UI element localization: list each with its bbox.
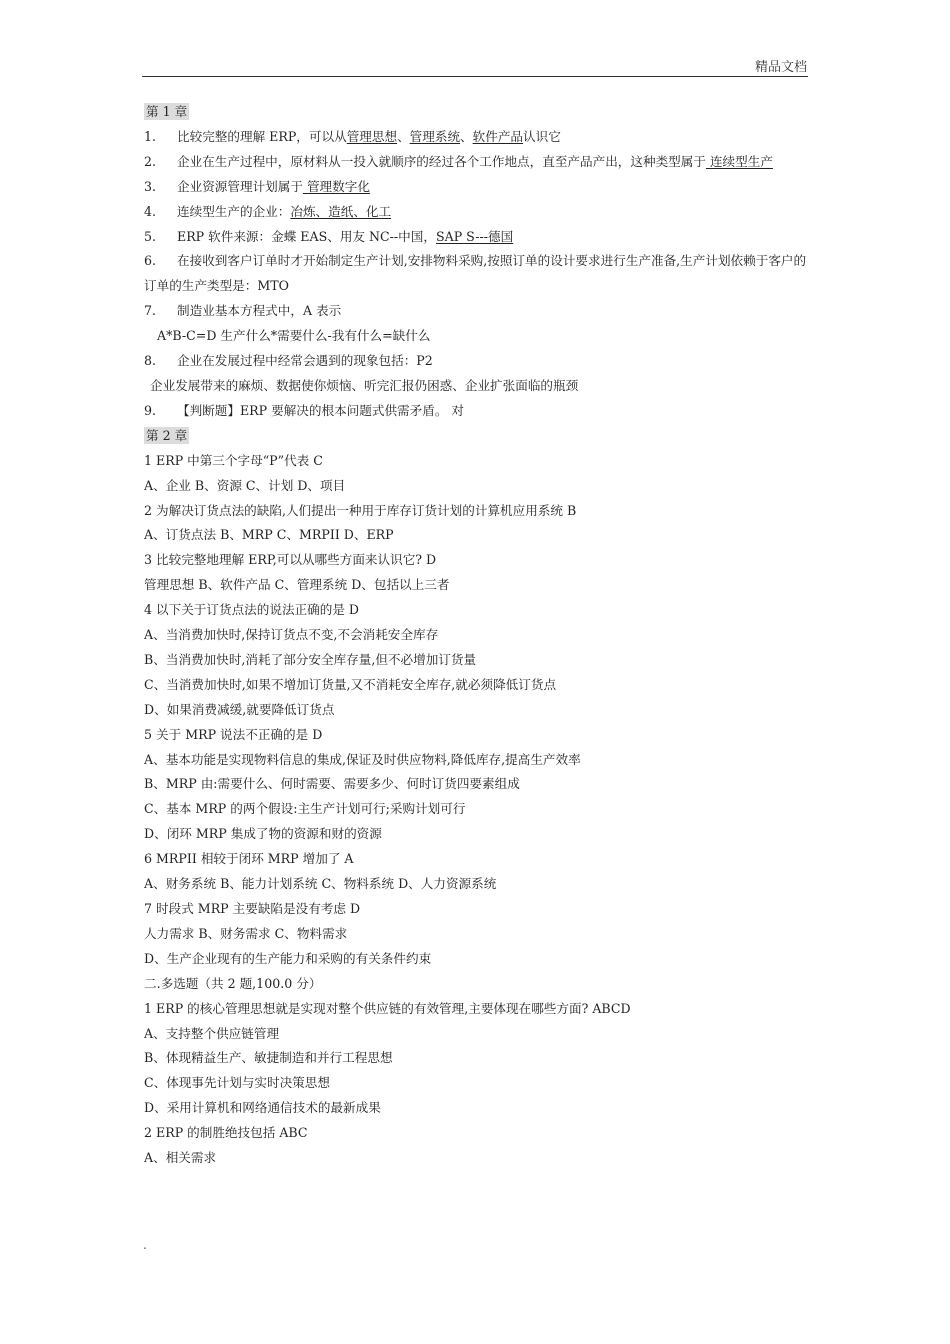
- document-body: [144, 100, 808, 1171]
- header-rule: [142, 76, 808, 77]
- ch2-line: 2 为解决订货点法的缺陷,人们提出一种用于库存订货计划的计算机应用系统 B: [144, 502, 577, 518]
- ch2-line: 3 比较完整地理解 ERP,可以从哪些方面来认识它? D: [144, 552, 437, 568]
- ch2-line: 人力需求 B、财务需求 C、物料需求: [144, 925, 348, 941]
- ch1-item-2: 2. 企业在生产过程中，原材料从一投入就顺序的经过各个工作地点，直至产品产出，这种类型属于 连续型生产: [144, 153, 773, 169]
- header-label: 精品文档: [754, 60, 807, 75]
- ch2-line: A、当消费加快时,保持订货点不变,不会消耗安全库存: [144, 627, 439, 643]
- ch2-line: D、采用计算机和网络通信技术的最新成果: [144, 1100, 381, 1116]
- ch2-line: A、订货点法 B、MRP C、MRPII D、ERP: [144, 527, 394, 543]
- ch2-line: A、相关需求: [144, 1150, 217, 1166]
- ch2-line: C、当消费加快时,如果不增加订货量,又不消耗安全库存,就必须降低订货点: [144, 676, 557, 692]
- ch1-item-5: 5. ERP 软件来源：金蝶 EAS、用友 NC--中国，SAP S---德国: [144, 228, 514, 244]
- ch2-line: 2 ERP 的制胜绝技包括 ABC: [144, 1125, 308, 1141]
- ch2-line: A、基本功能是实现物料信息的集成,保证及时供应物料,降低库存,提高生产效率: [144, 751, 581, 767]
- ch2-line: B、当消费加快时,消耗了部分安全库存量,但不必增加订货量: [144, 651, 477, 667]
- ch2-line: B、体现精益生产、敏捷制造和并行工程思想: [144, 1050, 393, 1066]
- ch1-item-3: 3. 企业资源管理计划属于 管理数字化: [144, 178, 370, 194]
- ch2-line: 7 时段式 MRP 主要缺陷是没有考虑 D: [144, 901, 361, 916]
- ch2-line: A、支持整个供应链管理: [144, 1025, 280, 1041]
- ch2-line: 管理思想 B、软件产品 C、管理系统 D、包括以上三者: [144, 577, 450, 593]
- ch2-line: 1 ERP 中第三个字母“P”代表 C: [144, 452, 323, 468]
- ch2-line: 6 MRPII 相较于闭环 MRP 增加了 A: [144, 851, 354, 867]
- ch2-line: 二.多选题（共 2 题,100.0 分）: [144, 975, 322, 991]
- footer-mark: .: [143, 1238, 147, 1252]
- ch2-line: C、体现事先计划与实时决策思想: [144, 1075, 330, 1091]
- ch2-line: D、生产企业现有的生产能力和采购的有关条件约束: [144, 950, 432, 966]
- ch1-item-7: 7. 制造业基本方程式中，A 表示: [144, 303, 342, 319]
- ch2-line: D、如果消费减缓,就要降低订货点: [144, 701, 335, 717]
- ch1-item-1: 1. 比较完整的理解 ERP，可以从管理思想、管理系统、软件产品认识它: [144, 128, 561, 144]
- chapter-2-heading: 第 2 章: [146, 427, 188, 443]
- ch1-item-9: 9. 【判断题】ERP 要解决的根本问题式供需矛盾。 对: [144, 402, 465, 418]
- ch1-item-8: 8. 企业在发展过程中经常会遇到的现象包括：P2: [144, 353, 433, 369]
- ch2-line: 5 关于 MRP 说法不正确的是 D: [144, 726, 323, 742]
- ch2-line: B、MRP 由:需要什么、何时需要、需要多少、何时订货四要素组成: [144, 776, 520, 792]
- ch1-item-7-answer: A*B-C=D 生产什么*需要什么-我有什么=缺什么: [157, 328, 431, 344]
- ch2-line: D、闭环 MRP 集成了物的资源和财的资源: [144, 826, 382, 842]
- ch2-line: C、基本 MRP 的两个假设:主生产计划可行;采购计划可行: [144, 801, 466, 817]
- ch1-item-6: 6. 在接收到客户订单时才开始制定生产计划,安排物料采购,按照订单的设计要求进行生产准备,生产计划依赖于客户的订单的生产类型是：MTO: [144, 253, 807, 294]
- ch2-line: 1 ERP 的核心管理思想就是实现对整个供应链的有效管理,主要体现在哪些方面? ABCD: [144, 1000, 631, 1016]
- ch1-item-4: 4. 连续型生产的企业：冶炼、造纸、化工: [144, 203, 392, 219]
- ch1-item-8-answer: 企业发展带来的麻烦、数据使你烦恼、听完汇报仍困惑、企业扩张面临的瓶颈: [150, 377, 579, 393]
- ch2-line: A、财务系统 B、能力计划系统 C、物料系统 D、人力资源系统: [144, 876, 497, 892]
- ch2-line: A、企业 B、资源 C、计划 D、项目: [144, 477, 346, 493]
- chapter-1-heading: 第 1 章: [146, 104, 188, 119]
- ch2-line: 4 以下关于订货点法的说法正确的是 D: [144, 602, 360, 618]
